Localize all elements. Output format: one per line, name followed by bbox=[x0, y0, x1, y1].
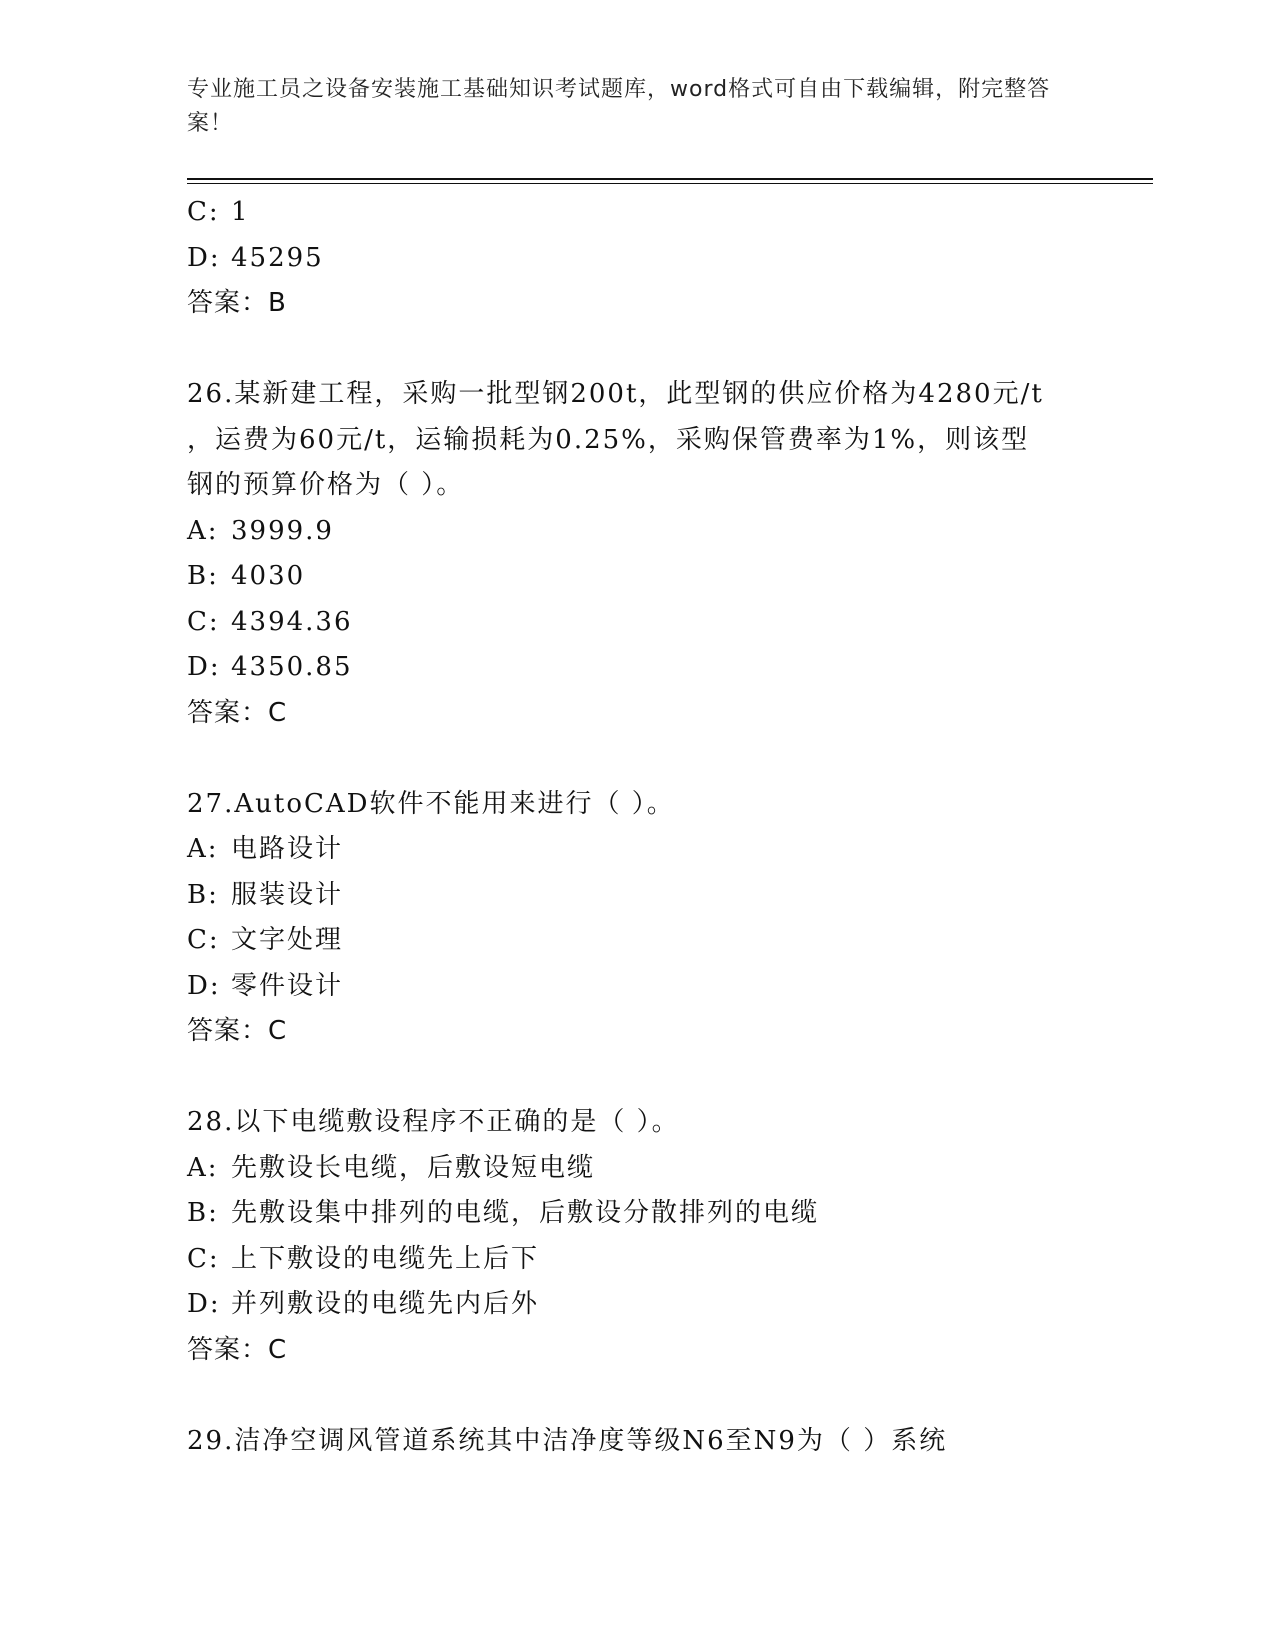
option-text: 服装设计 bbox=[231, 879, 344, 910]
answer-line: 答案：C bbox=[187, 1016, 288, 1046]
option-letter: D: bbox=[187, 1289, 221, 1319]
option-a bbox=[187, 1146, 1087, 1192]
option-text: 4394.36 bbox=[231, 606, 353, 637]
option-b bbox=[187, 1191, 1087, 1237]
question-25-tail bbox=[187, 190, 1087, 327]
option-text: 先敷设长电缆，后敷设短电缆 bbox=[231, 1152, 596, 1183]
question-29 bbox=[187, 1419, 1087, 1465]
option-letter: D: bbox=[187, 242, 221, 273]
document-header-title: 专业施工员之设备安装施工基础知识考试题库，word格式可自由下载编辑，附完整答案！ bbox=[187, 77, 1051, 136]
option-c bbox=[187, 190, 1087, 236]
spacer bbox=[187, 327, 1087, 373]
option-letter: B: bbox=[187, 1198, 219, 1228]
option-letter: B: bbox=[187, 879, 219, 910]
option-text: 并列敷设的电缆先内后外 bbox=[231, 1289, 540, 1319]
option-text: 3999.9 bbox=[231, 515, 334, 546]
spacer bbox=[187, 736, 1087, 782]
option-letter: C: bbox=[187, 606, 220, 637]
question-text-line: ，运费为60元/t，运输损耗为0.25%，采购保管费率为1%，则该型 bbox=[187, 424, 1030, 455]
option-text: 电路设计 bbox=[231, 834, 344, 864]
option-text: 零件设计 bbox=[231, 970, 344, 1001]
option-a bbox=[187, 509, 1087, 555]
option-text: 1 bbox=[231, 197, 250, 227]
spacer bbox=[187, 1373, 1087, 1419]
question-28 bbox=[187, 1100, 1087, 1373]
question-text-line: 26.某新建工程，采购一批型钢200t，此型钢的供应价格为4280元/t bbox=[187, 379, 1044, 409]
option-d bbox=[187, 1282, 1087, 1328]
option-letter: A: bbox=[187, 515, 219, 546]
option-text: 4350.85 bbox=[231, 652, 353, 682]
option-letter: C: bbox=[187, 1243, 220, 1274]
document-body bbox=[187, 190, 1087, 1464]
question-text-line: 29.洁净空调风管道系统其中洁净度等级N6至N9为（ ）系统 bbox=[187, 1425, 948, 1456]
header-divider-thin bbox=[187, 183, 1153, 184]
document-header bbox=[187, 73, 1067, 141]
option-letter: D: bbox=[187, 970, 221, 1001]
option-letter: D: bbox=[187, 652, 221, 682]
option-letter: A: bbox=[187, 834, 219, 864]
option-b bbox=[187, 873, 1087, 919]
option-b bbox=[187, 554, 1087, 600]
answer-line: 答案：C bbox=[187, 1334, 288, 1365]
option-text: 文字处理 bbox=[231, 925, 344, 955]
answer-line: 答案：B bbox=[187, 288, 287, 318]
option-text: 4030 bbox=[231, 561, 306, 591]
option-d bbox=[187, 964, 1087, 1010]
option-d bbox=[187, 645, 1087, 691]
option-letter: C: bbox=[187, 197, 220, 227]
question-26 bbox=[187, 372, 1087, 736]
option-letter: A: bbox=[187, 1152, 219, 1183]
option-c bbox=[187, 600, 1087, 646]
option-text: 上下敷设的电缆先上后下 bbox=[231, 1243, 540, 1274]
option-d bbox=[187, 236, 1087, 282]
option-c bbox=[187, 918, 1087, 964]
option-a bbox=[187, 827, 1087, 873]
spacer bbox=[187, 1055, 1087, 1101]
option-letter: C: bbox=[187, 925, 220, 955]
answer-line: 答案：C bbox=[187, 697, 288, 728]
option-text: 先敷设集中排列的电缆，后敷设分散排列的电缆 bbox=[231, 1198, 820, 1228]
option-c bbox=[187, 1237, 1087, 1283]
question-text-line: 28.以下电缆敷设程序不正确的是（ ）。 bbox=[187, 1107, 680, 1137]
header-divider-thick bbox=[187, 178, 1153, 180]
option-text: 45295 bbox=[231, 242, 324, 273]
option-letter: B: bbox=[187, 561, 219, 591]
question-27 bbox=[187, 782, 1087, 1055]
question-text-line: 钢的预算价格为（ ）。 bbox=[187, 470, 465, 500]
question-text-line: 27.AutoCAD软件不能用来进行（ ）。 bbox=[187, 788, 675, 819]
